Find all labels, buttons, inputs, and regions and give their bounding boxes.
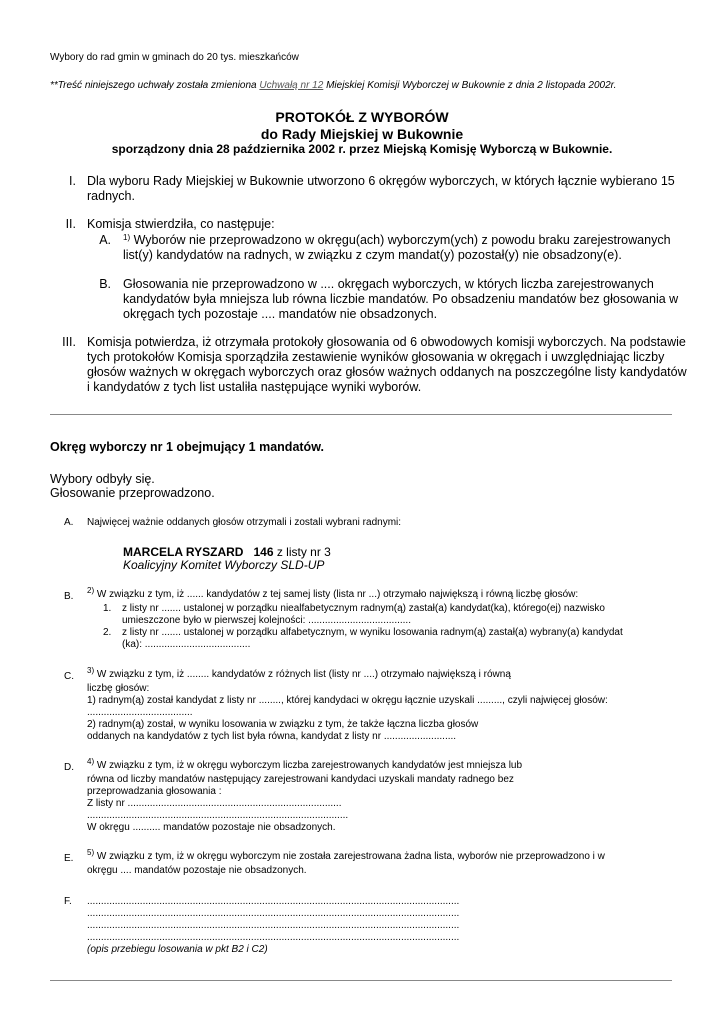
partF-dots2: ...................................................................................................................................... [87,908,460,919]
section2-b-line2: kandydatów była mniejsza lub równa liczbie mandatów. Po obsadzeniu mandatów bez głosowania w [123,292,679,306]
district-status2: Głosowanie przeprowadzono. [50,486,215,500]
section3-label: III. [62,335,76,349]
winner-row [123,545,331,559]
partC-line2: liczbę głosów: [87,683,150,694]
header-top-line: Wybory do rad gmin w gminach do 20 tys. mieszkańców [50,52,299,63]
partB-text: W związku z tym, iż ...... kandydatów z tej samej listy (lista nr ...) otrzymało największą i równą liczbę głosów: [94,589,579,600]
footnote-ref-2: 2) [87,586,95,595]
partF-label: F. [64,896,72,907]
section2-intro: Komisja stwierdziła, co następuje: [87,217,275,231]
section2-b-line3: okręgach tych pozostaje .... mandatów nie obsadzonych. [123,307,438,321]
partC-line1 [87,666,511,681]
partA-text: Najwięcej ważnie oddanych głosów otrzymali i zostali wybrani radnymi: [87,517,402,528]
title-line2: do Rady Miejskiej w Bukownie [260,126,464,142]
footnote-ref-5: 5) [87,848,95,857]
section1-line2: radnych. [87,189,135,203]
partD-line5: .............................................................................................. [87,810,349,821]
partD-line2: równa od liczby mandatów następujący zarejestrowani kandydaci uzyskali mandaty radnego bez [87,774,514,785]
partD-text: W związku z tym, iż w okręgu wyborczym liczba zarejestrowanych kandydatów jest mniejsza lub [94,760,523,771]
partC-line4: ...................................... [87,707,193,718]
partD-line4: Z listy nr ............................................................................. [87,798,342,809]
district-status1: Wybory odbyły się. [50,472,155,486]
partB-item1-line2: umieszczone było w pierwszej kolejności: ..................................... [122,615,411,626]
footnote-ref-1: 1) [123,233,131,242]
title-line1: PROTOKÓŁ Z WYBORÓW [275,109,449,125]
partC-label: C. [64,671,74,682]
partD-label: D. [64,762,74,773]
partB-item2-num: 2. [103,627,112,638]
section3-line1: Komisja potwierdza, iż otrzymała protokoły głosowania od 6 obwodowych komisji wyborczych. Na podstawie [87,335,686,349]
partC-text: W związku z tym, iż ........ kandydatów z różnych list (listy nr ....) otrzymało największą i równą [94,669,511,680]
section2-b-label: B. [99,277,111,291]
winner-votes: 146 [253,545,274,559]
partC-line5: 2) radnym(ą) został, w wyniku losowania w związku z tym, że także łączna liczba głosów [87,719,479,730]
section3-line4: i kandydatów z tych list ustaliła następujące wyniki wyborów. [87,380,422,394]
section2-a-label: A. [99,233,111,247]
section2-a-text: Wyborów nie przeprowadzono w okręgu(ach) wyborczym(ych) z powodu braku zarejestrowanych [130,233,671,247]
section1-label: I. [69,174,76,188]
amendment-note-prefix: *Treść niniejszego uchwały została zmieniona [53,80,260,91]
partC-line6: oddanych na kandydatów z tych list była równa, kandydat z listy nr .......................... [87,731,457,742]
partC-line3: 1) radnym(ą) został kandydat z listy nr ........, której kandydaci w okręgu łącznie uzyskali ........., czyli najwięcej głosów: [87,695,608,706]
amendment-note: **Treść niniejszego uchwały została zmieniona Uchwałą nr 12 Miejskiej Komisji Wyborczej w Bukownie z dnia 2 listopada 2002r. [50,80,617,91]
district-heading: Okręg wyborczy nr 1 obejmujący 1 mandatów. [50,440,324,454]
winner-list: z listy nr 3 [273,545,331,559]
partB-item2-line2: (ka): ...................................... [122,639,251,650]
title-line3: sporządzony dnia 28 października 2002 r. przez Miejską Komisję Wyborczą w Bukownie. [111,142,613,156]
section3-line3: głosów ważnych w okręgach wyborczych oraz głosów ważnych oddanych na poszczególne listy kandydatów [87,365,687,379]
partE-label: E. [64,853,74,864]
partA-label: A. [64,517,74,528]
partD-line1 [87,757,523,772]
partE-text: W związku z tym, iż w okręgu wyborczym nie została zarejestrowana żadna lista, wyborów nie przeprowadzono i w [94,851,605,862]
partD-line3: przeprowadzania głosowania : [87,786,222,797]
section2-label: II. [65,217,76,231]
partB-item1-line1: z listy nr ....... ustalonej w porządku niealfabetycznym radnym(ą) zastał(a) kandydat(ka), którego(ej) nazwisko [122,603,605,614]
section2-a-line2: list(y) kandydatów na radnych, w związku z czym mandat(y) pozostał(y) nie obsadzony(e). [123,248,622,262]
partE-line2: okręgu .... mandatów pozostaje nie obsadzonych. [87,865,307,876]
partF-dots1: ...................................................................................................................................... [87,896,460,907]
partF-note: (opis przebiegu losowania w pkt B2 i C2) [87,944,268,955]
partB-item1-num: 1. [103,603,112,614]
amendment-link[interactable]: Uchwałą nr 12 [259,80,324,91]
divider-top [50,414,672,415]
section3-line2: tych protokołów Komisja sporządziła zestawienie wyników głosowania w okręgach i uwzględniając liczby [87,350,665,364]
winner-name: MARCELA RYSZARD [123,545,244,559]
partB-item2-line1: z listy nr ....... ustalonej w porządku alfabetycznym, w wyniku losowania radnym(ą) zastał(a) wybrany(a) kandydat [122,627,623,638]
divider-bottom [50,980,672,981]
partF-dots3: ...................................................................................................................................... [87,920,460,931]
footnote-ref-4: 4) [87,757,95,766]
footnote-ref-3: 3) [87,666,95,675]
partD-line6: W okręgu .......... mandatów pozostaje nie obsadzonych. [87,822,336,833]
partE-line1 [87,848,605,863]
partB-label: B. [64,591,74,602]
section1-line1: Dla wyboru Rady Miejskiej w Bukownie utworzono 6 okręgów wyborczych, w których łącznie wybierano 15 [87,174,675,188]
winner-committee: Koalicyjny Komitet Wyborczy SLD-UP [123,558,325,572]
section2-b-line1: Głosowania nie przeprowadzono w .... okręgach wyborczych, w których liczba zarejestrowanych [123,277,654,291]
amendment-note-suffix: Miejskiej Komisji Wyborczej w Bukownie z dnia 2 listopada 2002r. [323,80,617,91]
section2-a-line1 [123,233,671,248]
partB-line1 [87,586,579,601]
partF-dots4: ...................................................................................................................................... [87,932,460,943]
